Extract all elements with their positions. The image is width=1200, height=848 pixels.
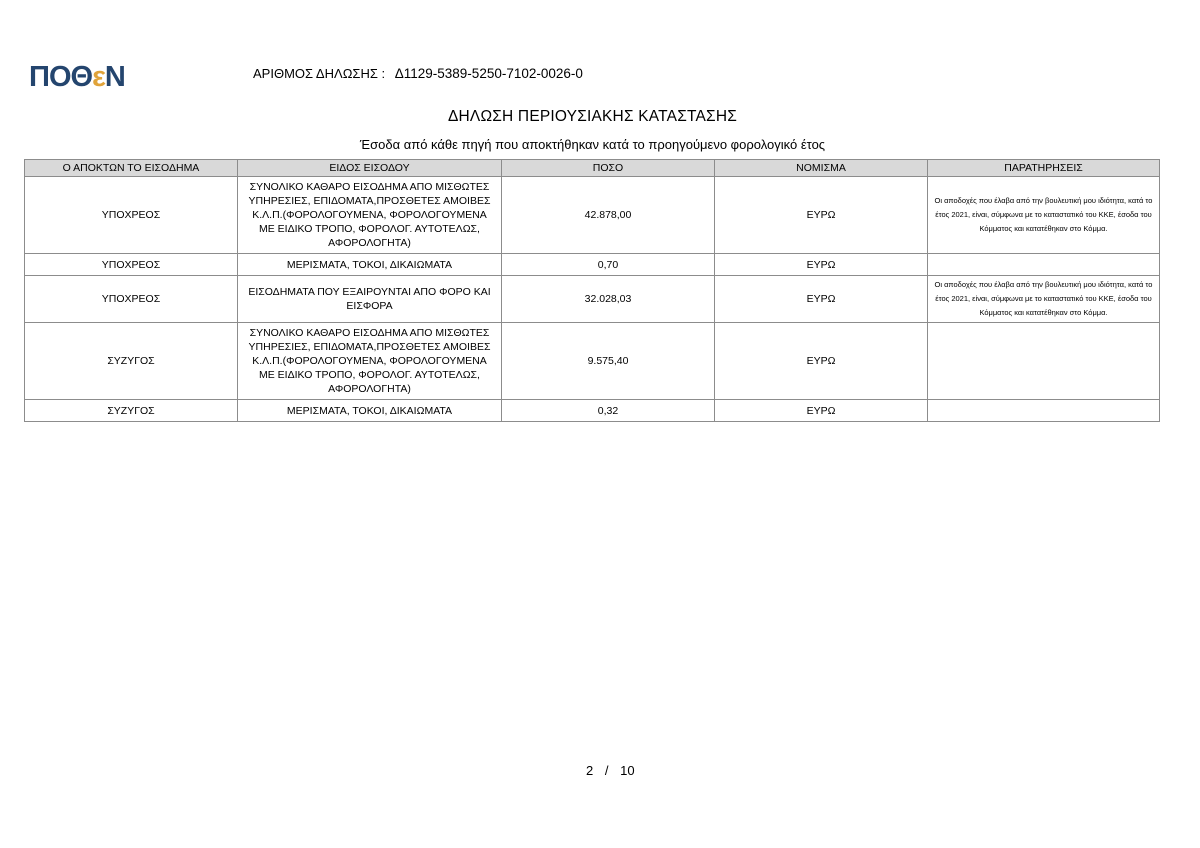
logo-text-part: ΠΟΘ <box>29 61 93 93</box>
declaration-number: Δ1129-5389-5250-7102-0026-0 <box>394 66 583 81</box>
cell-currency: ΕΥΡΩ <box>715 254 928 276</box>
cell-remarks <box>928 400 1160 422</box>
cell-remarks: Οι αποδοχές που έλαβα από την βουλευτική μου ιδιότητα, κατά το έτος 2021, είναι, σύμφωνα με το καταστατικό του ΚΚΕ, έσοδα του Κόμματος και κατατέθηκαν στο Κόμμα. <box>928 177 1160 254</box>
declaration-label: ΑΡΙΘΜΟΣ ΔΗΛΩΣΗΣ : <box>253 66 386 81</box>
page-total: 10 <box>620 763 635 778</box>
table-header-row <box>25 160 1160 177</box>
cell-recipient: ΥΠΟΧΡΕΟΣ <box>25 177 238 254</box>
cell-amount: 0,70 <box>502 254 715 276</box>
cell-recipient: ΣΥΖΥΓΟΣ <box>25 323 238 400</box>
cell-remarks: Οι αποδοχές που έλαβα από την βουλευτική μου ιδιότητα, κατά το έτος 2021, είναι, σύμφωνα με το καταστατικό του ΚΚΕ, έσοδα του Κόμματος και κατατέθηκαν στο Κόμμα. <box>928 276 1160 323</box>
table-row <box>25 323 1160 400</box>
column-header-type: ΕΙΔΟΣ ΕΙΣΟΔΟΥ <box>238 160 502 177</box>
cell-currency: ΕΥΡΩ <box>715 276 928 323</box>
pothen-logo <box>29 60 125 94</box>
table-row <box>25 177 1160 254</box>
column-header-amount: ΠΟΣΟ <box>502 160 715 177</box>
cell-amount: 32.028,03 <box>502 276 715 323</box>
column-header-remarks: ΠΑΡΑΤΗΡΗΣΕΙΣ <box>928 160 1160 177</box>
cell-recipient: ΥΠΟΧΡΕΟΣ <box>25 276 238 323</box>
logo-text-accent: ε <box>92 61 105 93</box>
table-row <box>25 400 1160 422</box>
cell-type: ΣΥΝΟΛΙΚΟ ΚΑΘΑΡΟ ΕΙΣΟΔΗΜΑ ΑΠΟ ΜΙΣΘΩΤΕΣ ΥΠΗΡΕΣΙΕΣ, ΕΠΙΔΟΜΑΤΑ,ΠΡΟΣΘΕΤΕΣ ΑΜΟΙΒΕΣ Κ.Λ.Π.(ΦΟΡΟΛΟΓΟΥΜΕΝΑ, ΦΟΡΟΛΟΓΟΥΜΕΝΑ ΜΕ ΕΙΔΙΚΟ ΤΡΟΠΟ, ΦΟΡΟΛΟΓ. ΑΥΤΟΤΕΛΩΣ, ΑΦΟΡΟΛΟΓΗΤΑ) <box>238 323 502 400</box>
cell-type: ΕΙΣΟΔΗΜΑΤΑ ΠΟΥ ΕΞΑΙΡΟΥΝΤΑΙ ΑΠΟ ΦΟΡΟ ΚΑΙ ΕΙΣΦΟΡΑ <box>238 276 502 323</box>
cell-recipient: ΣΥΖΥΓΟΣ <box>25 400 238 422</box>
page-subtitle: Έσοδα από κάθε πηγή που αποκτήθηκαν κατά το προηγούμενο φορολογικό έτος <box>359 137 826 152</box>
cell-remarks <box>928 254 1160 276</box>
cell-type: ΣΥΝΟΛΙΚΟ ΚΑΘΑΡΟ ΕΙΣΟΔΗΜΑ ΑΠΟ ΜΙΣΘΩΤΕΣ ΥΠΗΡΕΣΙΕΣ, ΕΠΙΔΟΜΑΤΑ,ΠΡΟΣΘΕΤΕΣ ΑΜΟΙΒΕΣ Κ.Λ.Π.(ΦΟΡΟΛΟΓΟΥΜΕΝΑ, ΦΟΡΟΛΟΓΟΥΜΕΝΑ ΜΕ ΕΙΔΙΚΟ ΤΡΟΠΟ, ΦΟΡΟΛΟΓ. ΑΥΤΟΤΕΛΩΣ, ΑΦΟΡΟΛΟΓΗΤΑ) <box>238 177 502 254</box>
cell-remarks <box>928 323 1160 400</box>
cell-amount: 42.878,00 <box>502 177 715 254</box>
cell-type: ΜΕΡΙΣΜΑΤΑ, ΤΟΚΟΙ, ΔΙΚΑΙΩΜΑΤΑ <box>238 400 502 422</box>
income-table <box>24 159 1160 422</box>
declaration-number-line <box>253 66 589 81</box>
table-row <box>25 254 1160 276</box>
cell-type: ΜΕΡΙΣΜΑΤΑ, ΤΟΚΟΙ, ΔΙΚΑΙΩΜΑΤΑ <box>238 254 502 276</box>
page-title: ΔΗΛΩΣΗ ΠΕΡΙΟΥΣΙΑΚΗΣ ΚΑΤΑΣΤΑΣΗΣ <box>447 108 738 125</box>
cell-currency: ΕΥΡΩ <box>715 177 928 254</box>
logo-text-part: Ν <box>104 61 125 93</box>
cell-currency: ΕΥΡΩ <box>715 323 928 400</box>
column-header-currency: ΝΟΜΙΣΜΑ <box>715 160 928 177</box>
page-separator: / <box>604 763 609 778</box>
page-current: 2 <box>586 763 594 778</box>
cell-amount: 0,32 <box>502 400 715 422</box>
page-indicator <box>586 763 643 778</box>
cell-recipient: ΥΠΟΧΡΕΟΣ <box>25 254 238 276</box>
cell-amount: 9.575,40 <box>502 323 715 400</box>
cell-currency: ΕΥΡΩ <box>715 400 928 422</box>
column-header-recipient: Ο ΑΠΟΚΤΩΝ ΤΟ ΕΙΣΟΔΗΜΑ <box>25 160 238 177</box>
table-row <box>25 276 1160 323</box>
